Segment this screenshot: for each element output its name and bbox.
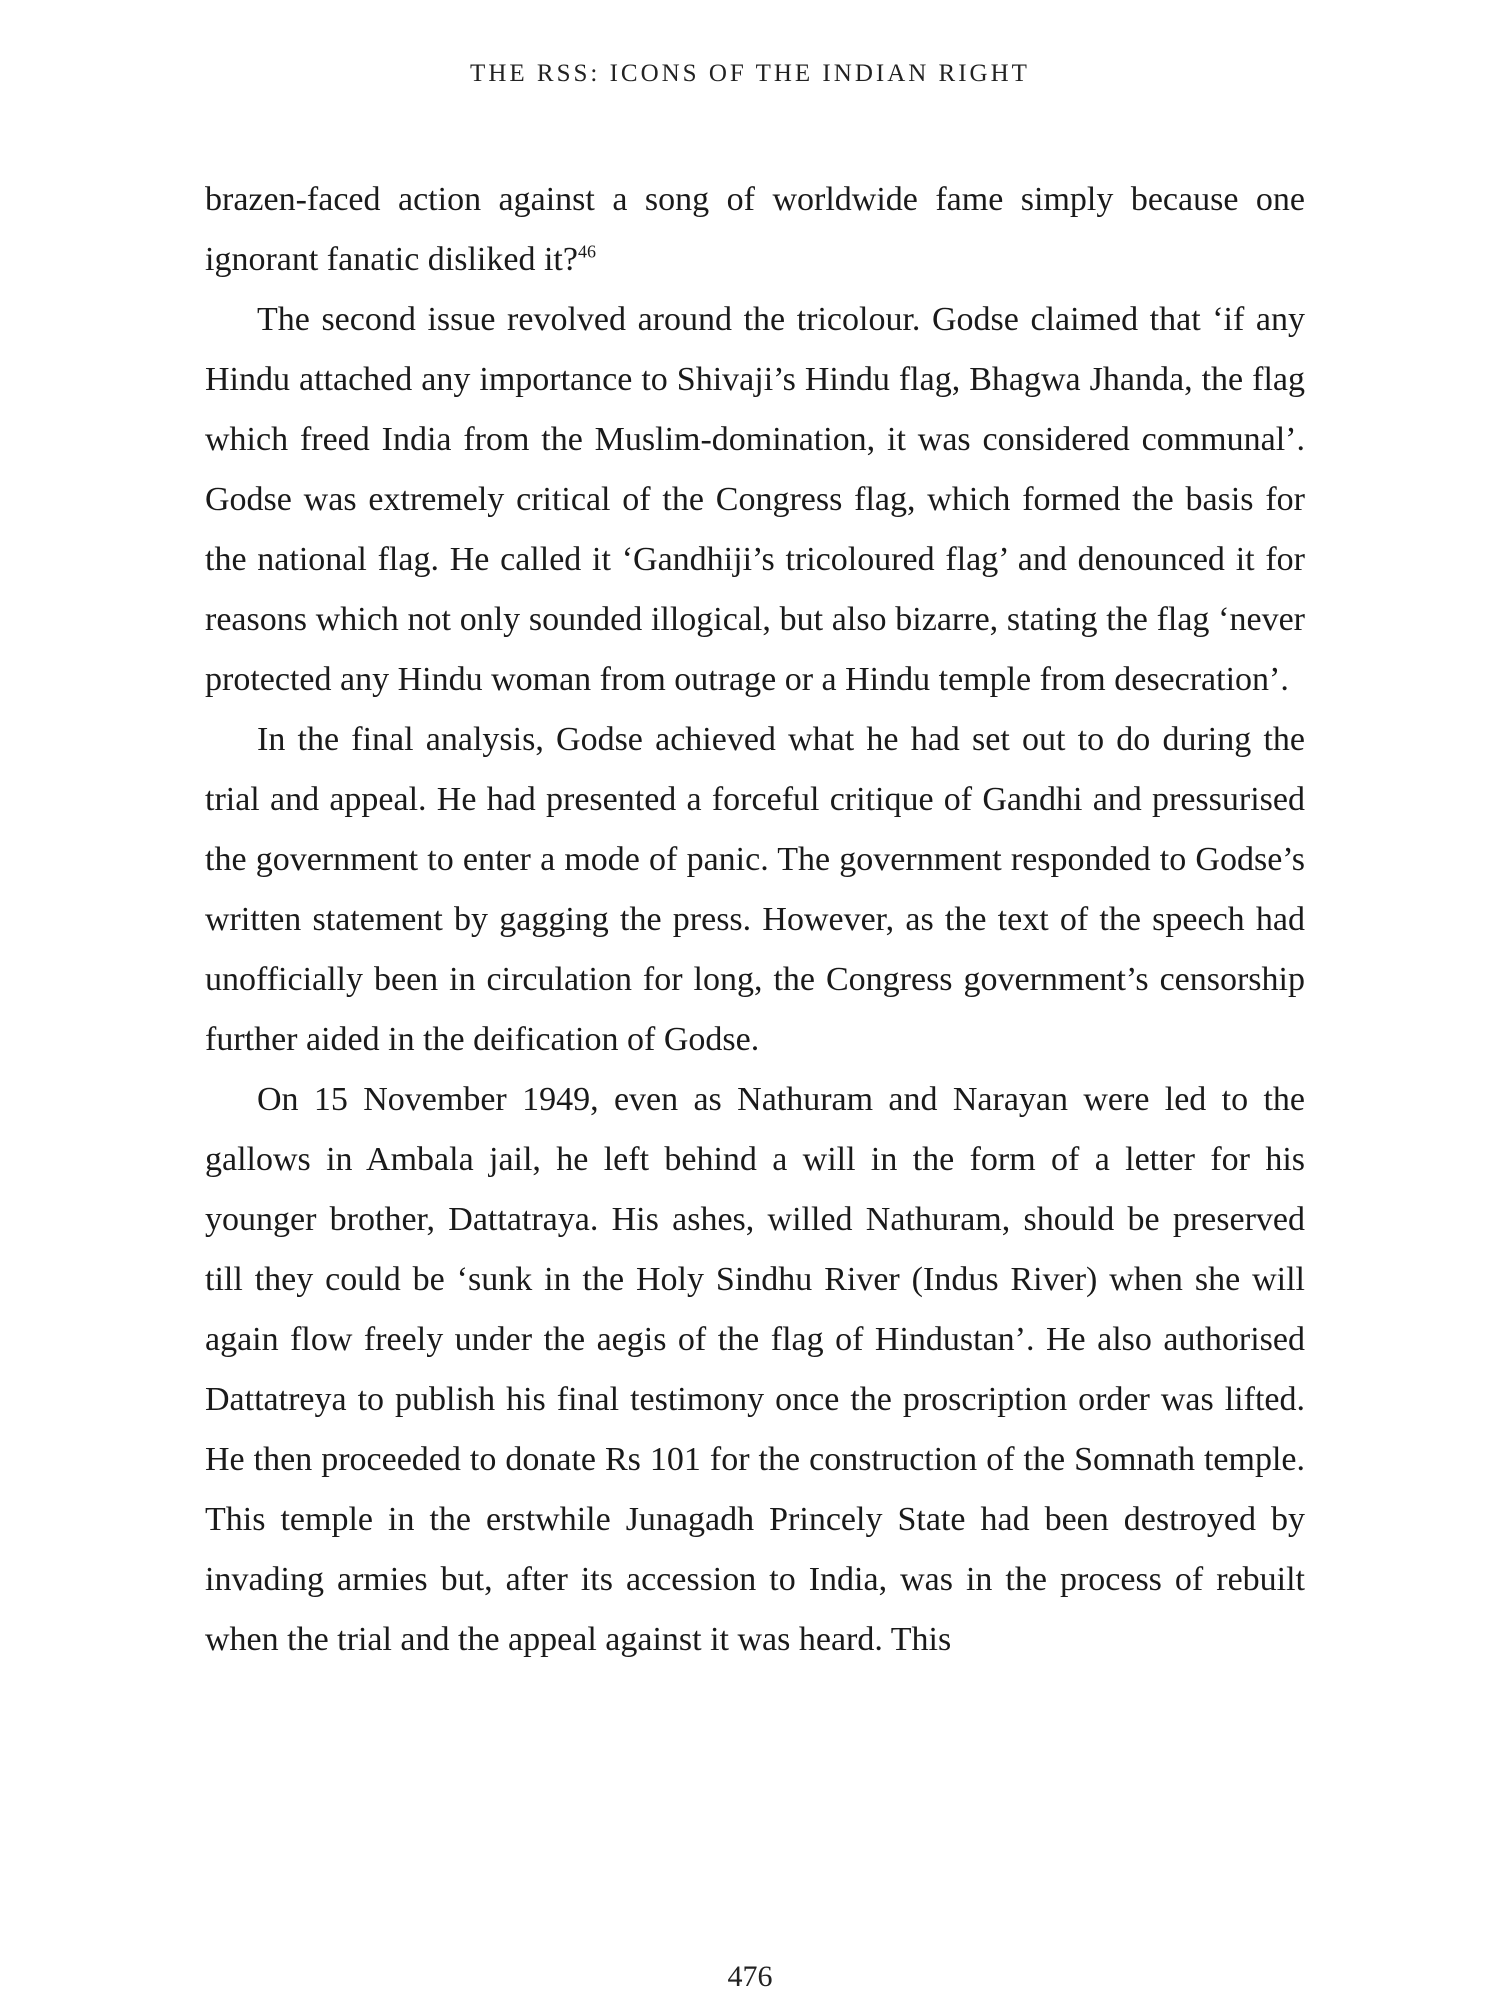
paragraph: In the final analysis, Godse achieved what he had set out to do during the trial and appeal. He had presented a forceful critique of Gandhi and pressurised the government to enter a mode of panic. The government responded to Godse’s written statement by gagging the press. However, as the text of the speech had unofficially been in circulation for long, the Congress government’s censorship further aided in the deification of Godse.: [205, 721, 1305, 1058]
running-head: THE RSS: ICONS OF THE INDIAN RIGHT: [470, 60, 1030, 87]
paragraph: On 15 November 1949, even as Nathuram and Narayan were led to the gallows in Ambala jail, he left behind a will in the form of a letter for his younger brother, Dattatraya. His ashes, willed Nathuram, should be preserved till they could be ‘sunk in the Holy Sindhu River (Indus River) when she will again flow freely under the aegis of the flag of Hindustan’. He also authorised Dattatreya to publish his final testimony once the proscription order was lifted. He then proceeded to donate Rs 101 for the construction of the Somnath temple. This temple in the erstwhile Junagadh Princely State had been destroyed by invading armies but, after its accession to India, was in the process of rebuilt when the trial and the appeal against it was heard. This: [205, 1081, 1305, 1658]
body-text: [205, 170, 1305, 1670]
footnote-ref: 46: [577, 241, 596, 262]
paragraph-text: brazen-faced action against a song of worldwide fame simply because one ignorant fanatic disliked it?: [205, 181, 1305, 278]
page-number: 476: [727, 1960, 773, 1993]
paragraph: The second issue revolved around the tricolour. Godse claimed that ‘if any Hindu attached any importance to Shivaji’s Hindu flag, Bhagwa Jhanda, the flag which freed India from the Muslim-domination, it was considered communal’. Godse was extremely critical of the Congress flag, which formed the basis for the national flag. He called it ‘Gandhiji’s tricoloured flag’ and denounced it for reasons which not only sounded illogical, but also bizarre, stating the flag ‘never protected any Hindu woman from outrage or a Hindu temple from desecration’.: [205, 301, 1305, 698]
paragraph-continued: [205, 170, 1305, 290]
